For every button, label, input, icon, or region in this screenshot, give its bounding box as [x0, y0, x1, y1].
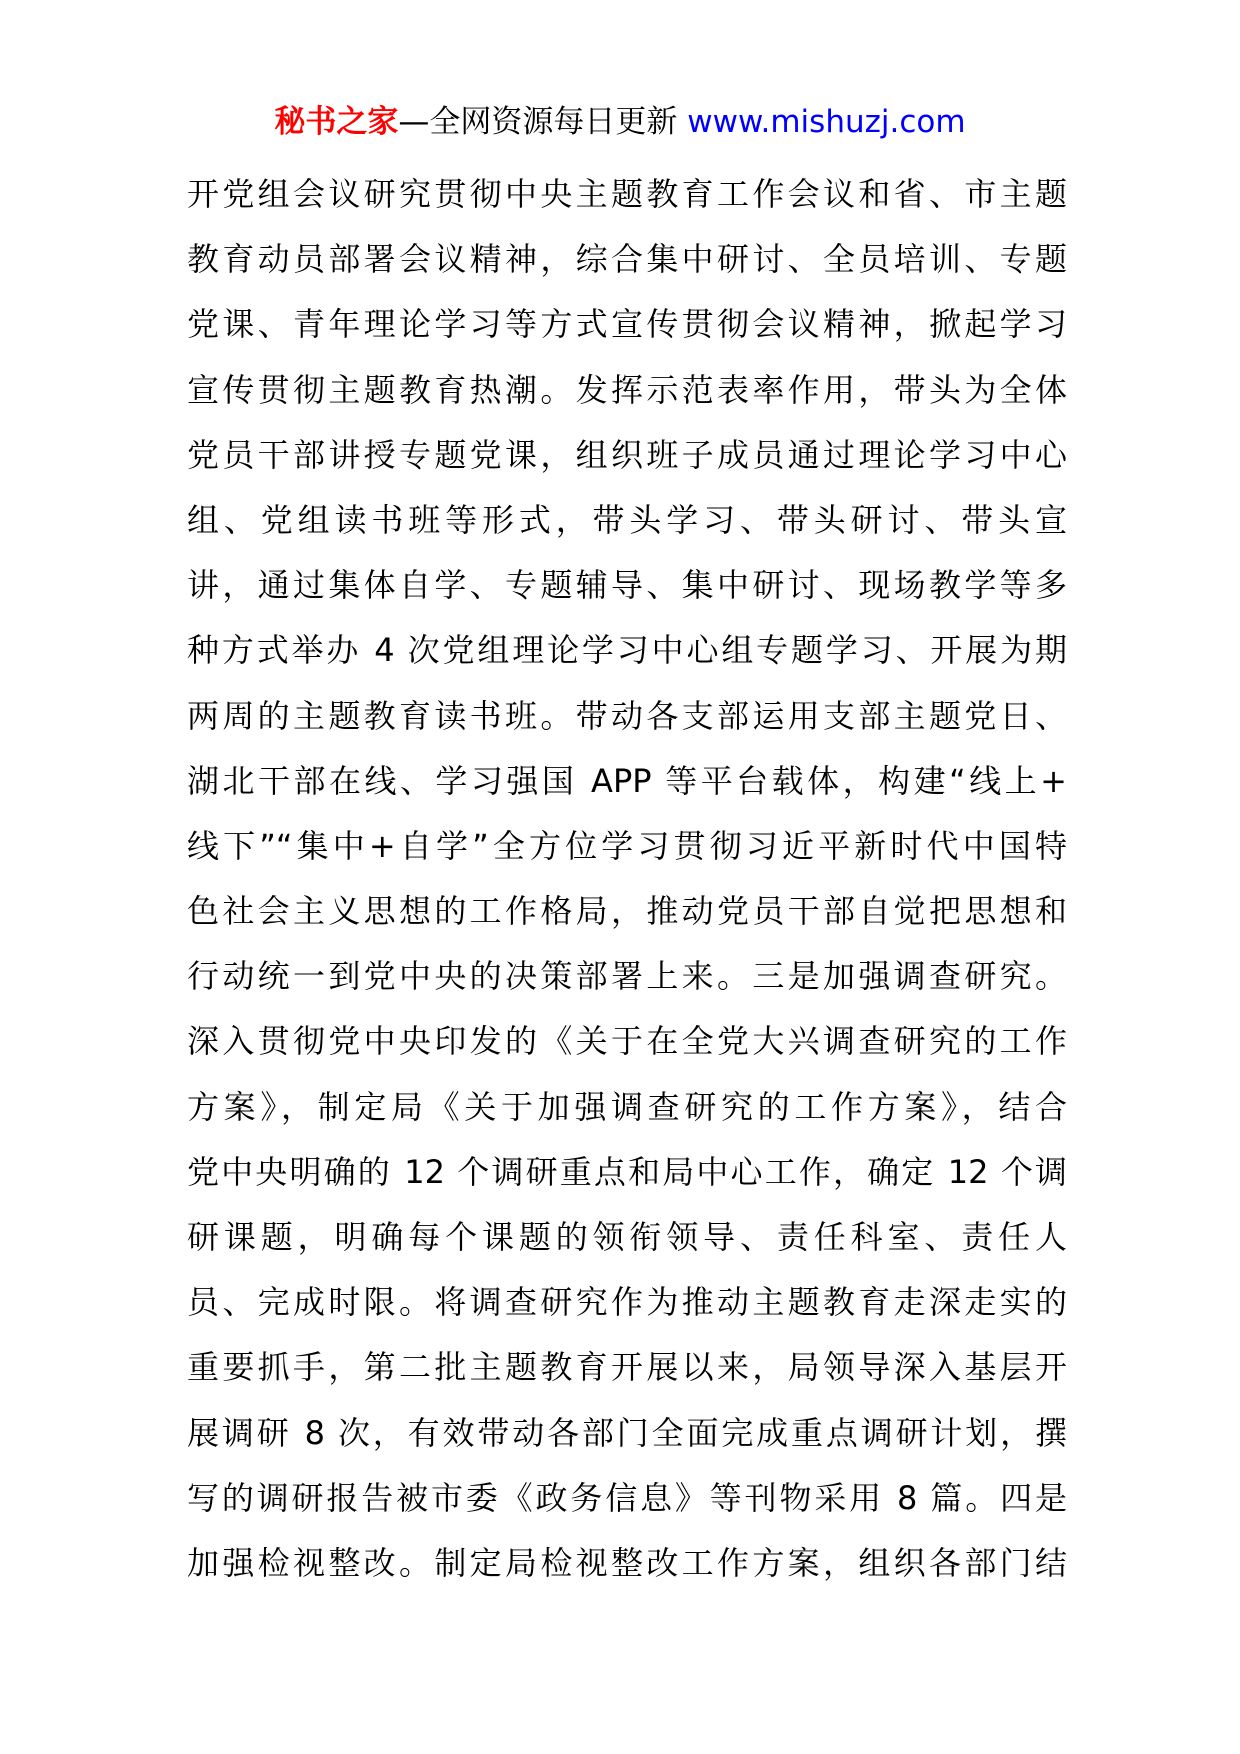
body-line: 研课题，明确每个课题的领衔领导、责任科室、责任人 — [187, 1218, 1067, 1256]
body-line: 宣传贯彻主题教育热潮。发挥示范表率作用，带头为全体 — [187, 370, 1067, 409]
body-line: 员、完成时限。将调查研究作为推动主题教育走深走实的 — [187, 1283, 1067, 1322]
body-line: 党中央明确的 12 个调研重点和局中心工作，确定 12 个调 — [187, 1152, 1067, 1191]
site-banner — [0, 100, 1240, 144]
body-line: 党员干部讲授专题党课，组织班子成员通过理论学习中心 — [187, 435, 1067, 474]
body-line: 讲，通过集体自学、专题辅导、集中研讨、现场教学等多 — [187, 566, 1067, 605]
body-line: 色社会主义思想的工作格局，推动党员干部自觉把思想和 — [187, 892, 1067, 931]
body-line: 线下”“集中+自学”全方位学习贯彻习近平新时代中国特 — [187, 826, 1067, 865]
body-line: 开党组会议研究贯彻中央主题教育工作会议和省、市主题 — [187, 175, 1067, 213]
body-line: 种方式举办 4 次党组理论学习中心组专题学习、开展为期 — [187, 631, 1067, 670]
body-line: 深入贯彻党中央印发的《关于在全党大兴调查研究的工作 — [187, 1022, 1067, 1061]
body-line: 湖北干部在线、学习强国 APP 等平台载体，构建“线上+ — [187, 761, 1067, 800]
banner-tagline: —全网资源每日更新 — [398, 104, 688, 140]
body-line: 行动统一到党中央的决策部署上来。三是加强调查研究。 — [187, 957, 1067, 996]
body-line: 组、党组读书班等形式，带头学习、带头研讨、带头宣 — [187, 500, 1067, 539]
body-line: 党课、青年理论学习等方式宣传贯彻会议精神，掀起学习 — [187, 305, 1067, 344]
document-body — [187, 162, 1067, 1596]
banner-url[interactable]: www.mishuzj.com — [687, 104, 966, 140]
body-line: 写的调研报告被市委《政务信息》等刊物采用 8 篇。四是 — [187, 1478, 1067, 1517]
body-line: 两周的主题教育读书班。带动各支部运用支部主题党日、 — [187, 696, 1067, 735]
body-line: 方案》，制定局《关于加强调查研究的工作方案》，结合 — [187, 1087, 1067, 1126]
body-line: 加强检视整改。制定局检视整改工作方案，组织各部门结 — [187, 1543, 1067, 1582]
body-line: 教育动员部署会议精神，综合集中研讨、全员培训、专题 — [187, 240, 1067, 279]
brand-name: 秘书之家 — [274, 104, 399, 140]
body-line: 重要抓手，第二批主题教育开展以来，局领导深入基层开 — [187, 1348, 1067, 1387]
body-line: 展调研 8 次，有效带动各部门全面完成重点调研计划，撰 — [187, 1413, 1067, 1452]
